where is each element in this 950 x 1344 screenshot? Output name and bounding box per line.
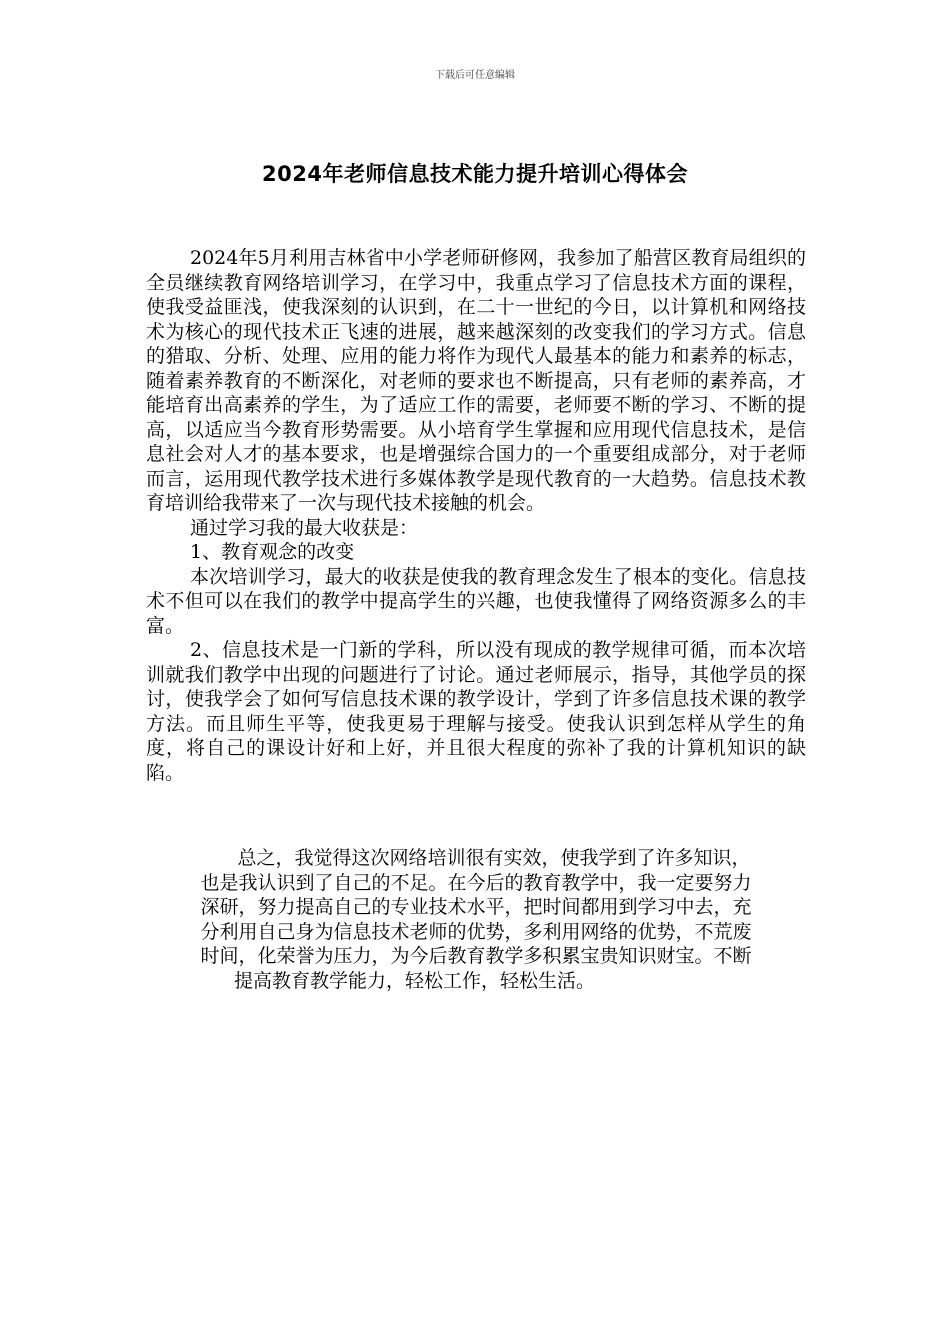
closing-line: 分利用自己身为信息技术老师的优势，多利用网络的优势，不荒废	[200, 920, 752, 943]
header-note: 下载后可任意编辑	[435, 70, 515, 81]
paragraph-intro: 2024年5月利用吉林省中小学老师研修网，我参加了船营区教育局组织的全员继续教育网络培训学习，在学习中，我重点学习了信息技术方面的课程，使我受益匪浅，使我深刻的认识到，在二十一世纪的今日，以计算机和网络技术为核心的现代技术正飞速的进展，越来越深刻的改变我们的学习方式。信息的猎取、分析、处理、应用的能力将作为现代人最基本的能力和素养的标志，随着素养教育的不断深化，对老师的要求也不断提高，只有老师的素养高，才能培育出高素养的学生，为了适应工作的需要，老师要不断的学习、不断的提高，以适应当今教育形势需要。从小培育学生掌握和应用现代信息技术，是信息社会对人才的基本要求，也是增强综合国力的一个重要组成部分，对于老师而言，运用现代教学技术进行多媒体教学是现代教育的一大趋势。信息技术教育培训给我带来了一次与现代技术接触的机会。	[146, 247, 806, 514]
closing-line: 也是我认识到了自己的不足。在今后的教育教学中，我一定要努力	[200, 871, 752, 894]
paragraph-point-2: 2、信息技术是一门新的学科，所以没有现成的教学规律可循，而本次培训就我们教学中出现的问题进行了讨论。通过老师展示，指导，其他学员的探讨，使我学会了如何写信息技术课的教学设计，学到了许多信息技术课的教学方法。而且师生平等，使我更易于理解与接受。使我认识到怎样从学生的角度，将自己的课设计好和上好，并且很大程度的弥补了我的计算机知识的缺陷。	[146, 639, 806, 784]
closing-paragraph	[146, 846, 806, 994]
document-title: 2024年老师信息技术能力提升培训心得体会	[262, 162, 688, 186]
closing-line: 深研，努力提高自己的专业技术水平，把时间都用到学习中去，充	[200, 896, 752, 919]
paragraph-point-1-heading: 1、教育观念的改变	[190, 541, 355, 563]
closing-line: 总之，我觉得这次网络培训很有实效，使我学到了许多知识，	[237, 847, 751, 869]
paragraph-point-1-body: 本次培训学习，最大的收获是使我的教育理念发生了根本的变化。信息技术不但可以在我们的教学中提高学生的兴趣，也使我懂得了网络资源多么的丰富。	[146, 565, 806, 637]
document-body	[146, 246, 806, 785]
closing-line: 时间，化荣誉为压力，为今后教育教学多积累宝贵知识财宝。不断	[200, 945, 752, 968]
paragraph-gains-heading: 通过学习我的最大收获是：	[190, 516, 419, 539]
closing-line: 提高教育教学能力，轻松工作，轻松生活。	[234, 969, 596, 992]
